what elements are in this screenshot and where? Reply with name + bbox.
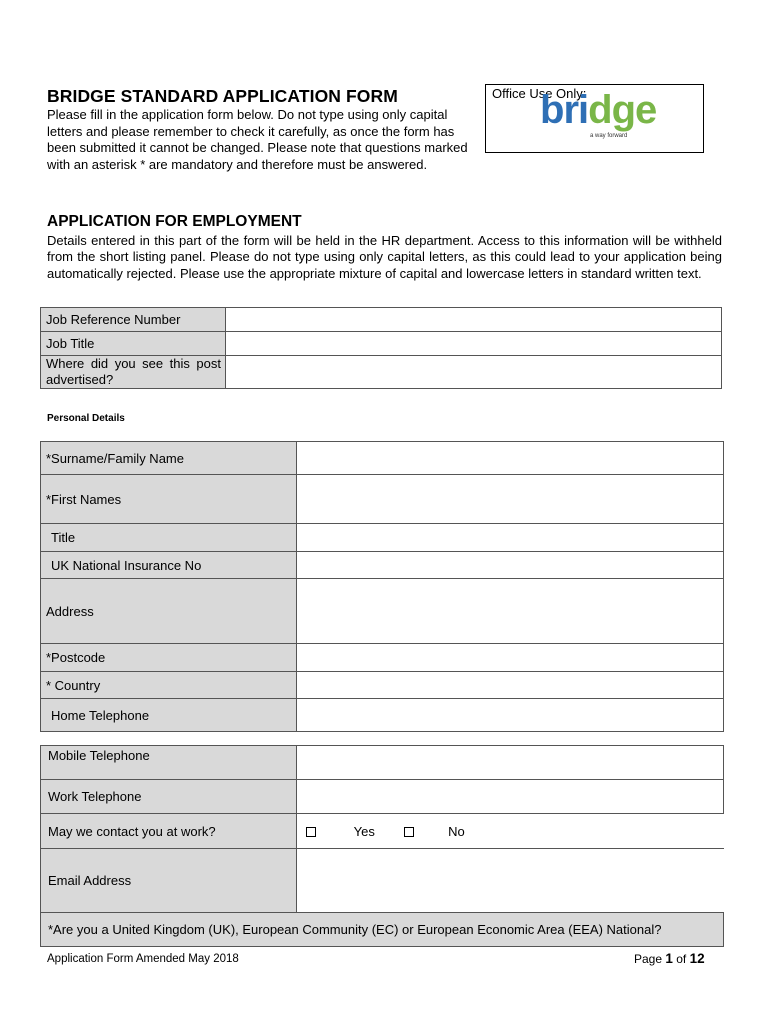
first-names-field[interactable] — [297, 475, 724, 524]
address-field[interactable] — [297, 579, 724, 644]
first-names-label: *First Names — [41, 475, 297, 524]
table-row — [41, 699, 724, 732]
table-row — [41, 356, 722, 389]
table-row — [41, 644, 724, 672]
table-row — [41, 579, 724, 644]
employment-paragraph: Details entered in this part of the form will be held in the HR department. Access to this information will be withheld from the short listing panel. Please do not type using only capital letters, as this could lead to your application being automatically rejected. Please use the appropriate mixture of capital and lowercase letters in standard written text. — [47, 233, 722, 281]
form-title: BRIDGE STANDARD APPLICATION FORM — [47, 86, 398, 106]
table-row — [41, 780, 724, 814]
surname-label: *Surname/Family Name — [41, 442, 297, 475]
job-reference-label: Job Reference Number — [41, 308, 226, 332]
contact-details-table — [40, 745, 724, 947]
mobile-telephone-label: Mobile Telephone — [41, 746, 297, 780]
advert-source-field[interactable] — [226, 356, 722, 389]
country-label: * Country — [41, 672, 297, 699]
no-label: No — [448, 823, 465, 839]
page-total: 12 — [689, 951, 705, 966]
contact-at-work-options — [297, 814, 724, 849]
job-reference-field[interactable] — [226, 308, 722, 332]
logo-text-bridge: bridge — [540, 93, 657, 132]
personal-details-heading: Personal Details — [47, 413, 125, 424]
mobile-telephone-field[interactable] — [297, 746, 724, 780]
no-checkbox[interactable] — [404, 827, 414, 837]
home-telephone-field[interactable] — [297, 699, 724, 732]
table-row — [41, 672, 724, 699]
logo-tagline: a way forward — [590, 133, 628, 139]
page-number — [634, 951, 705, 966]
page-prefix: Page — [634, 952, 663, 966]
page-current: 1 — [665, 951, 673, 966]
table-row — [41, 913, 724, 947]
table-row — [41, 552, 724, 579]
ni-number-label: UK National Insurance No — [41, 552, 297, 579]
form-intro: Please fill in the application form below. Do not type using only capital letters and please remember to check it carefully, as once the form has been submitted it cannot be changed. Please note that questions marked with an asterisk * are mandatory and therefore must be answered. — [47, 107, 468, 172]
contact-at-work-label: May we contact you at work? — [41, 814, 297, 849]
office-use-box — [485, 84, 704, 153]
country-field[interactable] — [297, 672, 724, 699]
table-row — [41, 849, 724, 913]
ni-number-field[interactable] — [297, 552, 724, 579]
table-row — [41, 746, 724, 780]
job-table — [40, 307, 722, 389]
yes-checkbox[interactable] — [306, 827, 316, 837]
table-row — [41, 442, 724, 475]
postcode-field[interactable] — [297, 644, 724, 672]
employment-heading: APPLICATION FOR EMPLOYMENT — [47, 213, 302, 230]
job-title-field[interactable] — [226, 332, 722, 356]
email-field[interactable] — [297, 849, 724, 913]
home-telephone-label: Home Telephone — [41, 699, 297, 732]
work-telephone-label: Work Telephone — [41, 780, 297, 814]
email-label: Email Address — [41, 849, 297, 913]
title-field[interactable] — [297, 524, 724, 552]
bridge-logo — [540, 93, 680, 139]
page-of: of — [676, 952, 687, 966]
table-row — [41, 332, 722, 356]
advert-source-label: Where did you see this post advertised? — [41, 356, 226, 389]
address-label: Address — [41, 579, 297, 644]
job-title-label: Job Title — [41, 332, 226, 356]
table-row — [41, 475, 724, 524]
postcode-label: *Postcode — [41, 644, 297, 672]
footer-amended-note: Application Form Amended May 2018 — [47, 953, 239, 965]
table-row — [41, 308, 722, 332]
surname-field[interactable] — [297, 442, 724, 475]
title-label: Title — [41, 524, 297, 552]
personal-details-table — [40, 441, 724, 732]
work-telephone-field[interactable] — [297, 780, 724, 814]
table-row — [41, 524, 724, 552]
table-row — [41, 814, 724, 849]
office-use-label: Office Use Only: — [492, 86, 587, 101]
nationality-question: *Are you a United Kingdom (UK), European Community (EC) or European Economic Area (EEA) National? — [41, 913, 724, 947]
yes-label: Yes — [353, 823, 375, 839]
